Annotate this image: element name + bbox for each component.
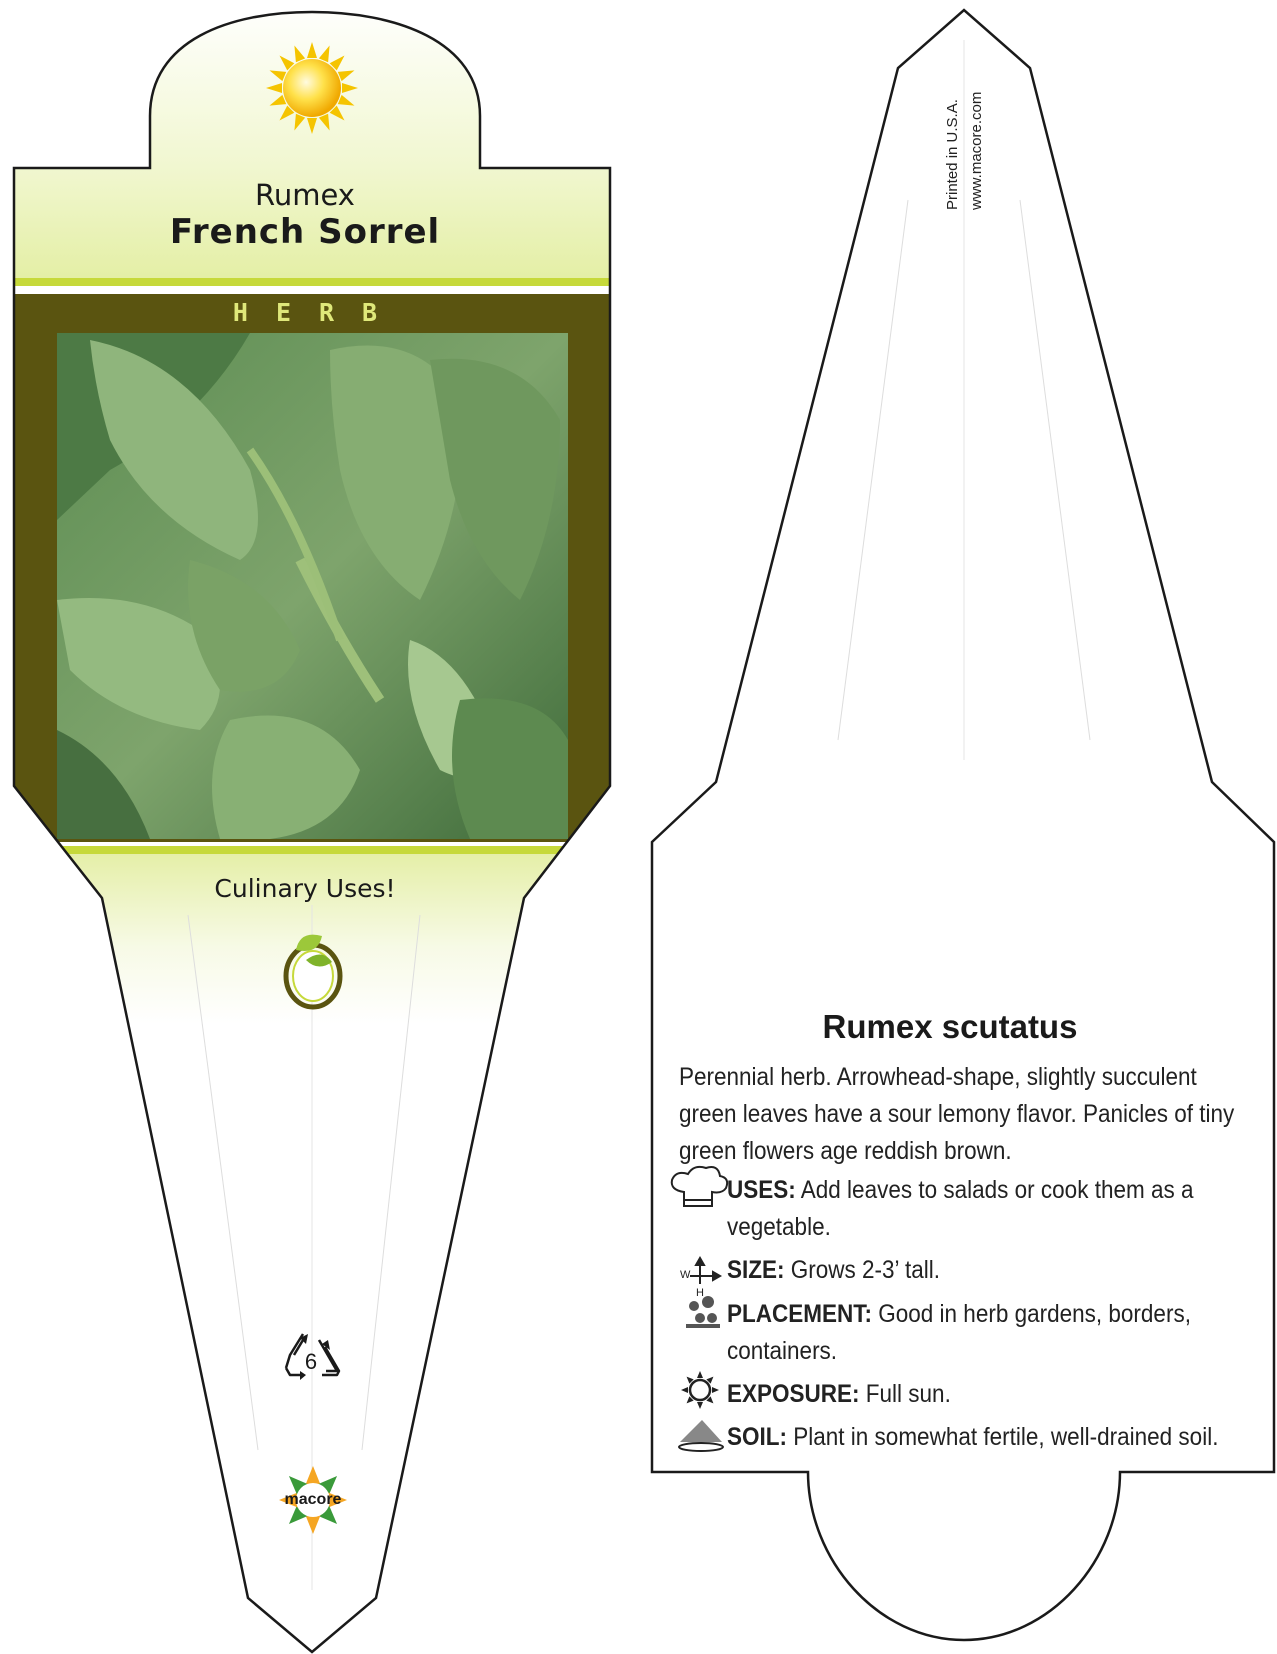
front-genus: Rumex	[255, 178, 355, 212]
front-tagline: Culinary Uses!	[214, 874, 396, 903]
soil-line	[727, 1419, 1249, 1456]
soil-text: Plant in somewhat fertile, well-drained soil.	[787, 1423, 1219, 1451]
soil-label: SOIL:	[727, 1423, 788, 1451]
front-category-label: HERB	[232, 298, 406, 327]
uses-line	[727, 1172, 1249, 1246]
placement-text: Good in herb gardens, borders, containers.	[727, 1300, 1191, 1365]
exposure-line	[727, 1376, 1249, 1413]
uses-label: USES:	[727, 1176, 796, 1204]
sun-icon	[266, 42, 358, 134]
recycle-number: 6	[304, 1349, 318, 1374]
brand-name: macore	[284, 1491, 342, 1508]
description-text: Perennial herb. Arrowhead-shape, slightly succulent green leaves have a sour lemony flavor. Panicles of tiny green flowers age reddish brown.	[679, 1063, 1235, 1165]
uses-text: Add leaves to salads or cook them as a vegetable.	[727, 1176, 1194, 1241]
exposure-label: EXPOSURE:	[727, 1380, 860, 1408]
scientific-name: Rumex scutatus	[822, 1008, 1078, 1045]
size-line	[727, 1252, 1249, 1289]
exposure-text: Full sun.	[859, 1380, 951, 1408]
website-label: www.macore.com	[968, 91, 985, 210]
svg-text:W: W	[680, 1269, 691, 1281]
size-text: Grows 2-3’ tall.	[784, 1256, 940, 1284]
placement-label: PLACEMENT:	[727, 1300, 872, 1328]
plant-photo	[57, 333, 568, 839]
placement-line	[727, 1296, 1249, 1370]
size-label: SIZE:	[727, 1256, 785, 1284]
printed-in-label: Printed in U.S.A.	[944, 99, 961, 210]
plant-description	[679, 1059, 1235, 1170]
front-common-name: French Sorrel	[169, 212, 441, 252]
svg-text:H: H	[696, 1287, 704, 1299]
